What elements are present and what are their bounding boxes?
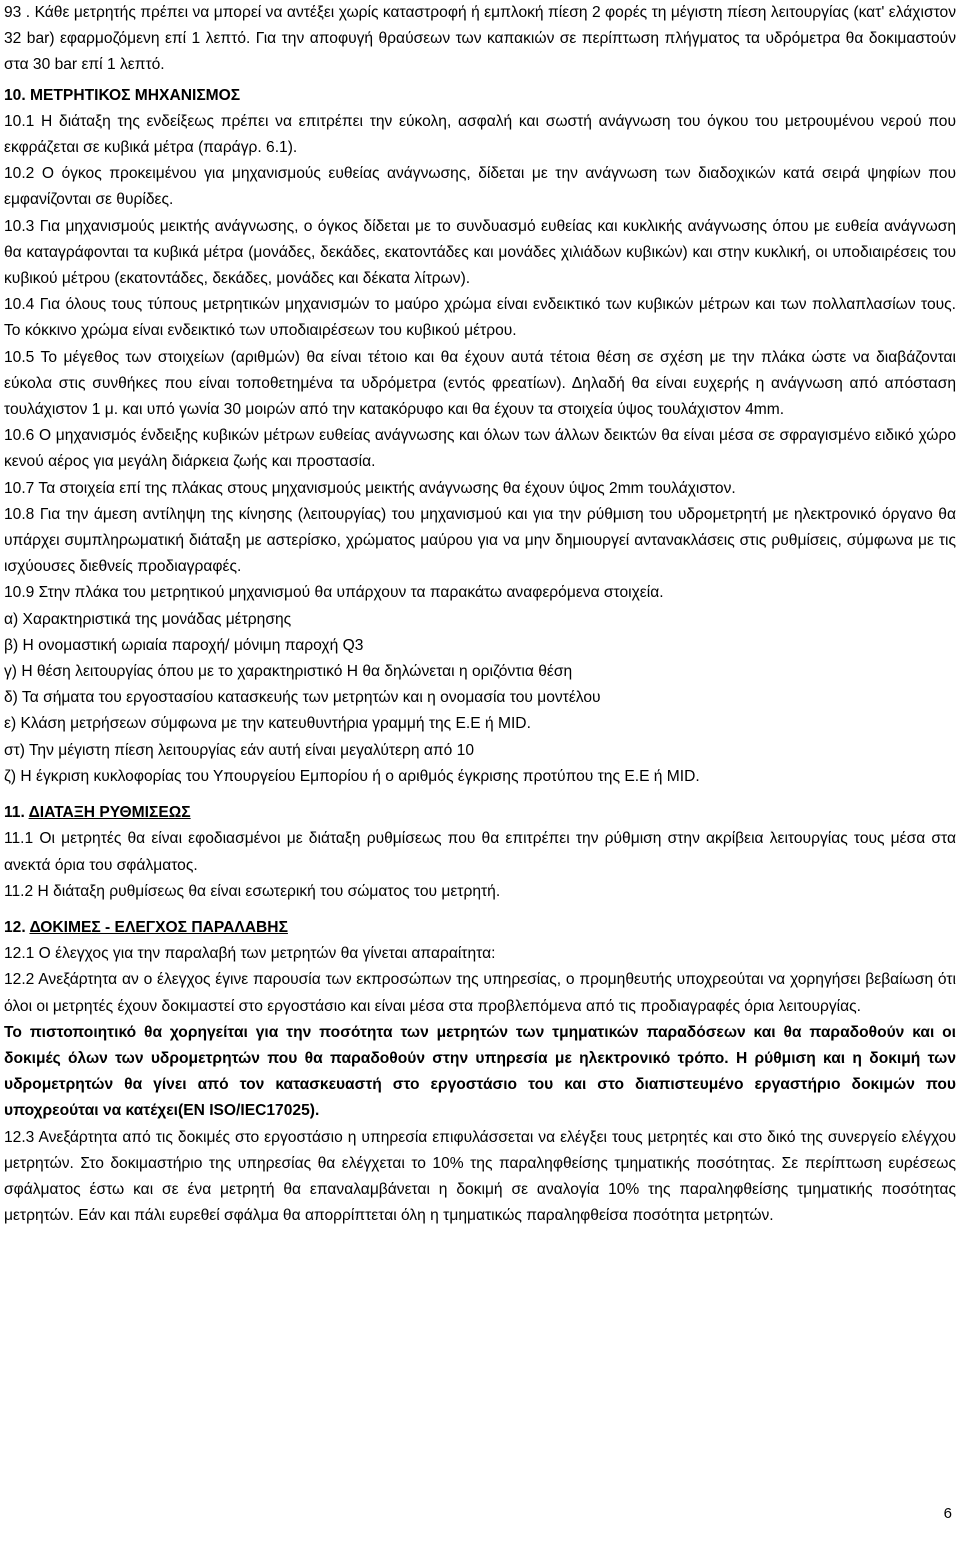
paragraph-10-4: 10.4 Για όλους τους τύπους μετρητικών μηχανισμών το μαύρο χρώμα είναι ενδεικτικό των κυβικών μέτρων και των πολλαπλασίων τους. Το κόκκινο χρώμα είναι ενδεικτικό των υποδιαιρέσεων του κυβικού μέτρου. <box>4 296 956 340</box>
section-title: ΔΙΑΤΑΞΗ ΡΥΘΜΙΣΕΩΣ <box>28 804 191 822</box>
section-title: ΔΟΚΙΜΕΣ - ΕΛΕΓΧΟΣ ΠΑΡΑΛΑΒΗΣ <box>29 918 288 936</box>
section-heading-12 <box>4 915 956 941</box>
paragraph-10-9: 10.9 Στην πλάκα του μετρητικού μηχανισμού θα υπάρχουν τα παρακάτω αναφερόμενα στοιχεία. <box>4 584 664 602</box>
paragraph-93: 93 . Κάθε μετρητής πρέπει να μπορεί να αντέξει χωρίς καταστροφή ή εμπλοκή πίεση 2 φορές τη μέγιστη πίεση λειτουργίας (κατ' ελάχιστον 32 bar) εφαρμοζόμενη επί 1 λεπτό. Για την αποφυγή θραύσεων των καπακιών σε περίπτωση πλήγματος τα υδρόμετρα θα δοκιμαστούν στα 30 bar επί 1 λεπτό. <box>4 4 956 74</box>
paragraph-12-3: 12.3 Ανεξάρτητα από τις δοκιμές στο εργοστάσιο η υπηρεσία επιφυλάσσεται να ελέγξει τους μετρητές και στο δικό της συνεργείο ελέγχου μετρητών. Στο δοκιμαστήριο της υπηρεσίας θα ελέγχεται το 10% της παραληφθείσης τμηματικής ποσότητας. Σε περίπτωση ευρέσεως σφάλματος έστω και σε ένα μετρητή θα επαναλαμβάνεται η δοκιμή σε αναλογία 10% της παραληφθείσης τμηματικής ποσότητας μετρητών. Εάν και πάλι ευρεθεί σφάλμα θα απορρίπτεται όλη η τμηματικώς παραληφθείσα ποσότητα μετρητών. <box>4 1128 956 1225</box>
paragraph-10-8: 10.8 Για την άμεση αντίληψη της κίνησης (λειτουργίας) του μηχανισμού και για την ρύθμιση του υδρομετρητή με ηλεκτρονικό όργανο θα υπάρχει συμπληρωματική διάταξη με αστερίσκο, χρώματος μαύρου για να μην δημιουργεί αντανακλάσεις στις ρυθμίσεις, σύμφωνα με τις ισχύουσες διεθνείς προδιαγραφές. <box>4 505 956 576</box>
section-number: 11. <box>4 804 29 822</box>
section-heading-11 <box>4 800 956 826</box>
paragraph-10-2: 10.2 Ο όγκος προκειμένου για μηχανισμούς ευθείας ανάγνωσης, δίδεται με την ανάγνωση των διαδοχικών κατά σειρά ψηφίων που εμφανίζονται σε θυρίδες. <box>4 165 956 209</box>
paragraph-10-3: 10.3 Για μηχανισμούς μεικτής ανάγνωσης, ο όγκος δίδεται με το συνδυασμό ευθείας και κυκλικής ανάγνωσης όπου με ευθεία ανάγνωση θα καταγράφονται τα κυβικά μέτρα (μονάδες, δεκάδες, εκατοντάδες και μονάδες χιλιάδων κυβικών) και στην κυκλική, οι υποδιαιρέσεις του κυβικού μέτρου (εκατοντάδες, δεκάδες, μονάδες και δέκατα λίτρων). <box>4 217 956 288</box>
paragraph-12-2: 12.2 Ανεξάρτητα αν ο έλεγχος έγινε παρουσία των εκπροσώπων της υπηρεσίας, ο προμηθευτής υποχρεούται να χορηγήσει βεβαίωση ότι όλοι οι μετρητές έχουν δοκιμαστεί στο εργοστάσιο και είναι μέσα στα προβλεπόμενα από τις προδιαγραφές όρια λειτουργίας. <box>4 971 956 1015</box>
section-number: 12. <box>4 918 30 936</box>
list-item: ε) Κλάση μετρήσεων σύμφωνα με την κατευθυντήρια γραμμή της Ε.Ε ή MID. <box>4 715 531 733</box>
paragraph-12-1: 12.1 Ο έλεγχος για την παραλαβή των μετρητών θα γίνεται απαραίτητα: <box>4 945 496 963</box>
list-item: ζ) Η έγκριση κυκλοφορίας του Υπουργείου Εμπορίου ή ο αριθμός έγκρισης προτύπου της Ε.Ε ή MID. <box>4 767 700 785</box>
paragraph-10-1: 10.1 Η διάταξη της ενδείξεως πρέπει να επιτρέπει την εύκολη, ασφαλή και σωστή ανάγνωση του όγκου του μετρουμένου νερού που εκφράζεται σε κυβικά μέτρα (παράγρ. 6.1). <box>4 112 956 157</box>
certificate-bold-paragraph: Το πιστοποιητικό θα χορηγείται για την ποσότητα των μετρητών των τμηματικών παραδόσεων και θα παραδοθούν και οι δοκιμές όλων των υδρομετρητών που θα παραδοθούν στην υπηρεσία με ηλεκτρονικό τρόπο. Η ρύθμιση και η δοκιμή των υδρομετρητών θα γίνει από τον κατασκευαστή στο εργοστάσιο του και στο διαπιστευμένο εργαστήριο δοκιμών που υποχρεούται να κατέχει(EN ISO/IEC17025). <box>4 1023 956 1120</box>
paragraph-10-5: 10.5 Το μέγεθος των στοιχείων (αριθμών) θα είναι τέτοιο και θα έχουν αυτά τέτοια θέση σε σχέση με την πλάκα ώστε να διαβάζονται εύκολα στις συνθήκες που είναι τοποθετημένα τα υδρόμετρα (εντός φρεατίων). Δηλαδή θα είναι ευχερής η ανάγνωση από απόσταση τουλάχιστον 1 μ. και υπό γωνία 30 μοιρών από την κατακόρυφο και θα έχουν τα στοιχεία ύψος τουλάχιστον 4mm. <box>4 348 956 419</box>
paragraph-11-1: 11.1 Οι μετρητές θα είναι εφοδιασμένοι με διάταξη ρυθμίσεως που θα επιτρέπει την ρύθμιση στην ακρίβεια λειτουργίας τους μέσα στα ανεκτά όρια του σφάλματος. <box>4 830 956 874</box>
paragraph-10-7: 10.7 Τα στοιχεία επί της πλάκας στους μηχανισμούς μεικτής ανάγνωσης θα έχουν ύψος 2mm τουλάχιστον. <box>4 479 736 497</box>
list-item: στ) Την μέγιστη πίεση λειτουργίας εάν αυτή είναι μεγαλύτερη από 10 <box>4 741 474 759</box>
list-item: α) Χαρακτηριστικά της μονάδας μέτρησης <box>4 610 292 628</box>
paragraph-11-2: 11.2 Η διάταξη ρυθμίσεως θα είναι εσωτερική του σώματος του μετρητή. <box>4 882 501 900</box>
list-item: δ) Τα σήματα του εργοστασίου κατασκευής των μετρητών και η ονομασία του μοντέλου <box>4 689 601 707</box>
list-item: γ) Η θέση λειτουργίας όπου με το χαρακτηριστικό H θα δηλώνεται η οριζόντια θέση <box>4 663 573 681</box>
section-heading-10: 10. ΜΕΤΡΗΤΙΚΟΣ ΜΗΧΑΝΙΣΜΟΣ <box>4 86 241 104</box>
list-item: β) Η ονομαστική ωριαία παροχή/ μόνιμη παροχή Q3 <box>4 636 364 654</box>
paragraph-10-6: 10.6 Ο μηχανισμός ένδειξης κυβικών μέτρων ευθείας ανάγνωσης και όλων των άλλων δεικτών θα είναι μέσα σε σφραγισμένο ειδικό χώρο κενού αέρος για μεγάλη διάρκεια ζωής και προστασία. <box>4 427 956 471</box>
page-number: 6 <box>943 1505 952 1522</box>
document-page <box>4 0 956 1229</box>
